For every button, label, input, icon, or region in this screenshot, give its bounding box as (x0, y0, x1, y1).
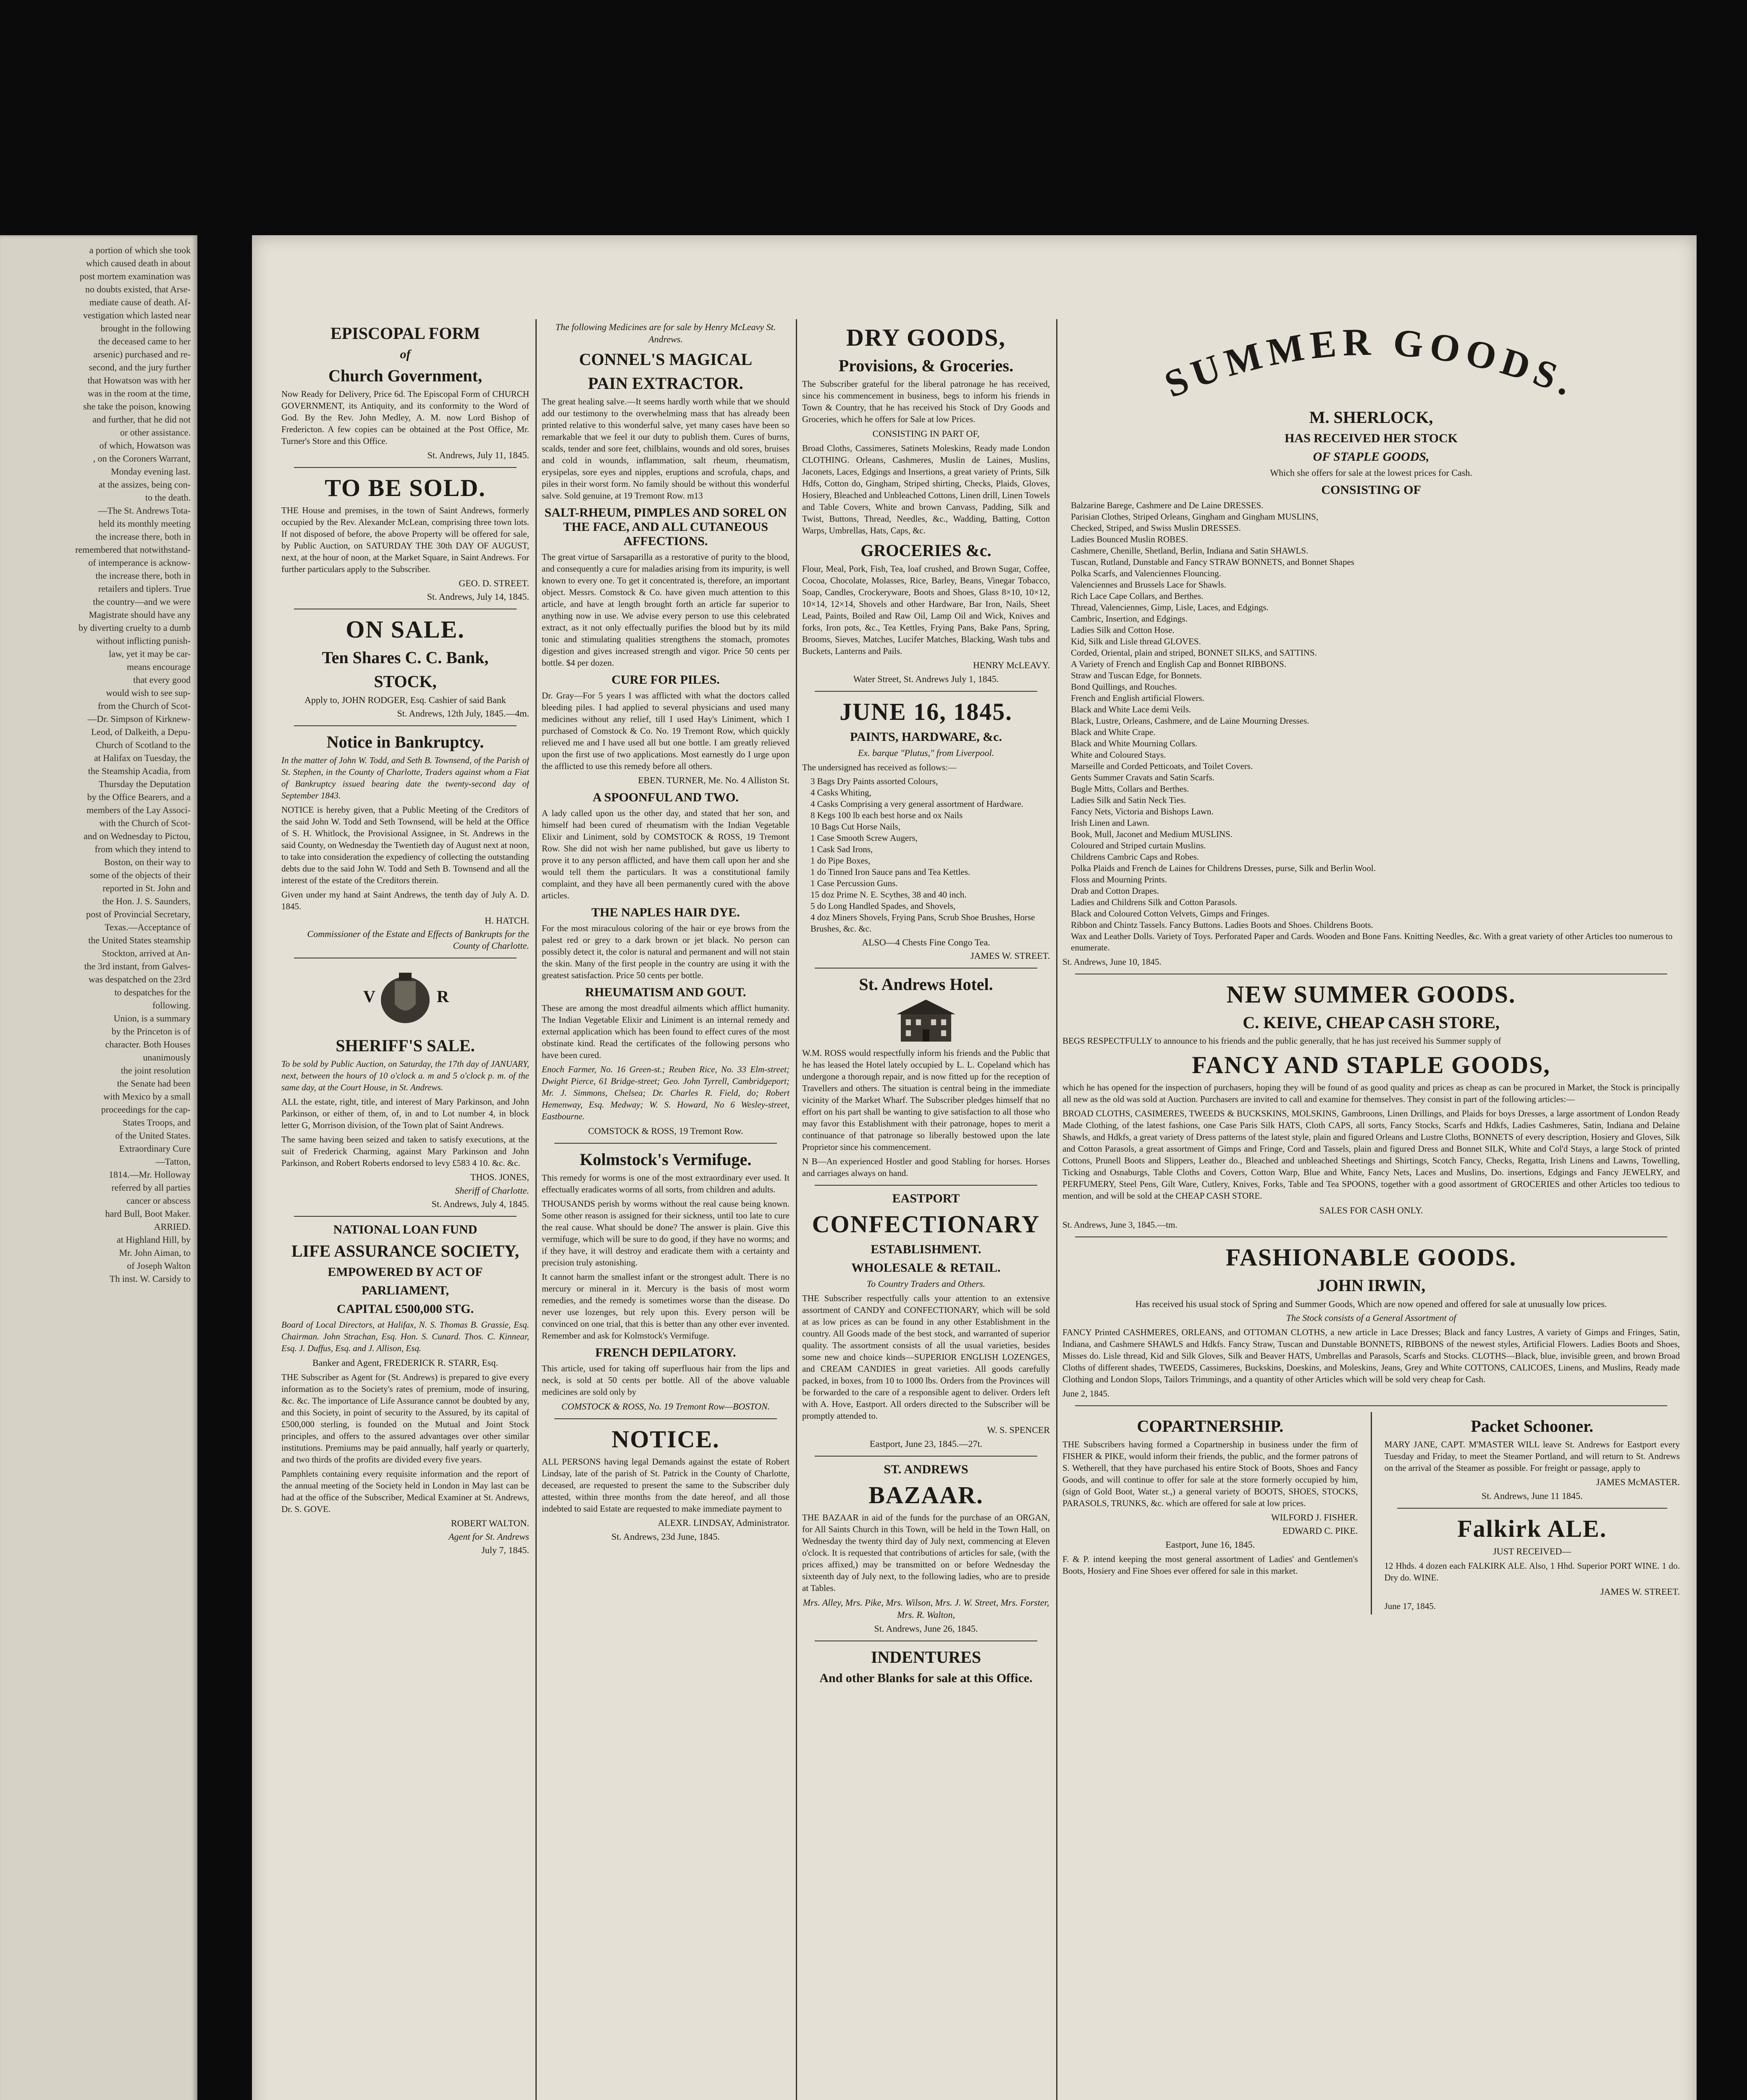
column-3 (802, 319, 1050, 2100)
list-item: Cashmere, Chenille, Shetland, Berlin, Indiana and Satin SHAWLS. (1071, 546, 1309, 556)
ad-title: GROCERIES &c. (860, 541, 992, 560)
ad-signer: HENRY McLEAVY. (973, 660, 1050, 670)
ad-title: SALT-RHEUM, PIMPLES AND SOREL ON THE FACE, AND ALL CUTANEOUS AFFECTIONS. (544, 506, 787, 548)
column-rule (1371, 1412, 1372, 1614)
ad-signer: EBEN. TURNER, Me. No. 4 Alliston St. (638, 775, 790, 785)
to-be-sold-ad (281, 474, 529, 603)
list-item: French and English artificial Flowers. (1071, 693, 1204, 703)
ad-title: JUNE 16, 1845. (839, 698, 1013, 725)
ad-date: Water Street, St. Andrews July 1, 1845. (853, 674, 999, 684)
ad-ladies: Mrs. Alley, Mrs. Pike, Mrs. Wilson, Mrs. J. W. Street, Mrs. Forster, Mrs. R. Walton, (803, 1597, 1049, 1620)
ad-body: which he has opened for the inspection of purchasers, hoping they will be found of as good quality and prices as cheap as can be procured in Market, the Stock is principally all new as the old was sold at Auction. Purchasers are invited to call and examine for themselves. They consist in part of the following articles:— (1062, 1082, 1680, 1104)
goods-list (1071, 500, 1680, 953)
list-item: Black, Lustre, Orleans, Cashmere, and de Laine Mourning Dresses. (1071, 716, 1309, 726)
list-item: 4 Casks Whiting, (811, 788, 871, 798)
list-item: 1 Case Percussion Guns. (811, 878, 898, 888)
list-item: Black and White Lace demi Veils. (1071, 704, 1191, 714)
ad-sub: Ten Shares C. C. Bank, (322, 648, 489, 667)
summer-goods-title: SUMMER GOODS. (1158, 320, 1584, 403)
ad-body: To be sold by Public Auction, on Saturday, the 17th day of JANUARY, next, between the hours of 10 o'clock a. m and 5 o'clock p. m. of the same day, at the Court House, in St. Andrews. (281, 1059, 529, 1092)
column-1 (281, 319, 529, 2100)
ad-body: This remedy for worms is one of the most extraordinary ever used. It effectually eradicates worms of all sorts, from children and adults. (542, 1173, 790, 1194)
ad-title: PAIN EXTRACTOR. (588, 374, 743, 393)
ad-body: THE Subscriber respectfully calls your attention to an extensive assortment of CANDY and CONFECTIONARY, which will be sold at as low prices as can be found in any other Establishment in the country. All Goods made of the best stock, and warranted of superior quality. The assortment consists of all the usual varieties, besides some new and choice kinds—SUPERIOR ENGLISH LOZENGES, and CREAM CANDIES in great varieties. All goods carefully packed, in boxes, from 10 to 1000 lbs. Orders from the Provinces will be forwarded to the care of a responsible agent to deliver. Orders left with A. Hove, Eastport. All orders directed to the Subscriber will be promptly attended to. (802, 1293, 1050, 1421)
summer-goods-arched-title (1119, 319, 1623, 403)
previous-page-fragment (0, 235, 197, 2100)
ad-signer: W. S. SPENCER (987, 1425, 1050, 1435)
fashionable-goods-ad (1062, 1243, 1680, 1399)
divider (1075, 1236, 1667, 1237)
ad-signer: ROBERT WALTON. (451, 1518, 529, 1528)
ad-big: FANCY AND STAPLE GOODS, (1192, 1051, 1550, 1079)
ad-body: Board of Local Directors, at Halifax, N. S. Thomas B. Grassie, Esq. Chairman. John Strachan, Esq. Hon. S. Cunard. Thos. C. Kinnear, Esq. J. Duffus, Esq. and J. Allison, Esq. (281, 1320, 529, 1353)
ad-body: 12 Hhds. 4 dozen each FALKIRK ALE. Also, 1 Hhd. Superior PORT WINE. 1 do. Dry do. WINE. (1384, 1561, 1680, 1583)
emblem-letter-right: R (437, 987, 449, 1006)
list-item: Ladies Bounced Muslin ROBES. (1071, 534, 1188, 544)
ad-date: St. Andrews, 12th July, 1845.—4m. (397, 708, 529, 719)
ad-sub: STOCK, (374, 672, 437, 691)
ad-date: Eastport, June 23, 1845.—27t. (869, 1438, 983, 1449)
ad-body: This article, used for taking off superfluous hair from the lips and neck, is sold at 50 cents per bottle. All of the above valuable medicines are sold only by (542, 1363, 790, 1397)
ad-consisting: CONSISTING OF (1321, 483, 1421, 497)
ad-agent: Banker and Agent, FREDERICK R. STARR, Esq. (312, 1357, 498, 1368)
ad-signer-title: Agent for St. Andrews (449, 1531, 529, 1542)
list-item: Balzarine Barege, Cashmere and De Laine DRESSES. (1071, 500, 1264, 510)
ad-signer: GEO. D. STREET. (459, 578, 529, 588)
ad-sub: C. KEIVE, CHEAP CASH STORE, (1243, 1013, 1500, 1032)
ad-sub: Provisions, & Groceries. (838, 356, 1014, 375)
ad-body: The great healing salve.—It seems hardly worth while that we should add our testimony to the overwhelming mass that has already been printed relative to this wonderful salve, yet many cases have been so remarkable that we feel it our duty to publish them. Cures of burns, scalds, tender and sore feet, chilblains, wounds and old sores, bruises and cold in wounds, inflammation, salt rheum, rheumatism, erysipelas, sore eyes and nipples, eruptions and scrofula, chaps, and piles in their worst form. No family should be without this wonderful salve. Sold genuine, at 19 Tremont Row. m13 (542, 396, 790, 501)
life-assurance-ad (281, 1223, 529, 1556)
goods-list (811, 776, 1050, 934)
list-item: 10 Bags Cut Horse Nails, (811, 822, 901, 832)
list-item: Floss and Mourning Prints. (1071, 874, 1167, 885)
ad-body: ALL the estate, right, title, and interest of Mary Parkinson, and John Parkinson, or either of them, of, in and to Lot number 4, in block letter G, Morrison division, of the Town plat of Saint Andrews. (281, 1097, 529, 1130)
ad-sub: And other Blanks for sale at this Office. (819, 1671, 1033, 1685)
list-item: 15 doz Prime N. E. Scythes, 38 and 40 inch. (811, 890, 967, 900)
ad-body: BEGS RESPECTFULLY to announce to his friends and the public generally, that he has just received his Summer supply of (1062, 1036, 1501, 1046)
ad-note: F. & P. intend keeping the most general assortment of Ladies' and Gentlemen's Boots, Hosiery and Fine Shoes ever offered for sale in this market. (1062, 1554, 1358, 1576)
ad-body: BROAD CLOTHS, CASIMERES, TWEEDS & BUCKSKINS, MOLSKINS, Gambroons, Linen Drillings, and Plaids for boys Dresses, a large assortment of London Ready Made Clothing, of the latest fashions, one Case Paris Silk HATS, Cloth CAPS, all sorts, Fancy Stocks, Scarfs and Hdkfs, Ladies Cashmeres, Satin, Indiana and Delaine Shawls, and Hdkfs, a great variety of Dress patterns of the latest style, plain and figured Orleans and Lustre Cloths, BONNETS of every description, Hosiery and Gloves, Silk and Cotton Parasols, a great assortment of Gimps and Fringe, Cord and Tassels, plain and figured Dress and Bonnet SILK, White and Col'd Stays, a large Stock of printed Cottons, Prunell Boots and Slippers, Leather do., Bleached and unbleached Sheetings and Shirtings, Scotch Fancy, Checks, Regatta, Irish Linens and Lawns, Towelling, Ticking and Osnaburgs, Table Cloths and Covers, Cotton Warp, Blue and White, Fancy Nets, Laces and Muslins, Do. insertions, Edgings and Fancy JEWELRY, and PERFUMERY, Steel Pens, Gilt Ware, Cutlery, Knives, Forks, Table and Tea SPOONS, together with a good assortment of GROCERIES and other Articles too tedious to mention, and will be sold at the CHEAP CASH STORE. (1062, 1108, 1680, 1201)
ad-title: COPARTNERSHIP. (1137, 1417, 1284, 1436)
ad-body: Which she offers for sale at the lowest prices for Cash. (1270, 467, 1472, 478)
divider (554, 1418, 777, 1419)
ad-date: St. Andrews, June 26, 1845. (874, 1623, 978, 1634)
ad-title: CURE FOR PILES. (611, 673, 720, 687)
list-item: Ladies Silk and Cotton Hose. (1071, 625, 1175, 635)
bottom-ads-row (1062, 1412, 1680, 1614)
divider (294, 467, 517, 468)
list-item: Polka Scarfs, and Valenciennes Flouncing. (1071, 568, 1221, 578)
ad-title-of: of (400, 347, 411, 361)
ad-sub: JUST RECEIVED— (1493, 1546, 1571, 1557)
ad-signer: THOS. JONES, (470, 1172, 529, 1182)
ad-signer: H. HATCH. (485, 915, 529, 926)
ad-body: The undersigned has received as follows:— (802, 762, 957, 772)
ad-date: St. Andrews, 23d June, 1845. (611, 1531, 720, 1542)
ad-title: St. Andrews Hotel. (859, 975, 993, 994)
ad-body: Broad Cloths, Cassimeres, Satinets Moleskins, Ready made London CLOTHING. Orleans, Cashmeres, Muslin de Laines, Muslins, Jaconets, Laces, Edgings and Insertions, a great variety of Prints, Silk Hdfs, Cotton do, Gingham, Striped shirting, Checks, Plaids, Gloves, Hosiery, Bleached and Unbleached Cottons, Linen drill, Linen Towels and Table Covers, White and brown Canvass, Padding, Silk and Twist, Buttons, Thread, Needles, &c., Wadding, Batting, Cotton Warps, Umbrellas, Hats, Caps, &c. (802, 443, 1050, 536)
ad-body: N B—An experienced Hostler and good Stabling for horses. Horses and carriages always on hand. (802, 1156, 1050, 1178)
column-rule (535, 319, 537, 2100)
list-item: Polka Plaids and French de Laines for Childrens Dresses, purse, Silk and Berlin Wool. (1071, 863, 1376, 873)
ad-body: NOTICE is hereby given, that a Public Meeting of the Creditors of the said John W. Todd and Seth Townsend, will be held at the Office of S. H. Whitlock, the Provisional Assignee, in St. Andrews in the said County, on Wednesday the Twentieth day of August next at noon, to take into consideration the expediency of collecting the outstanding debts due to the said John W. Todd and Seth B. Townsend and all the interest of the estate of the Creditors therein. (281, 805, 529, 885)
ad-body: The great virtue of Sarsaparilla as a restorative of purity to the blood, and consequently a cure for maladies arising from its impurity, is well known to every one. To get it concentrated is, therefore, an important object. Messrs. Comstock & Co. have given much attention to this article, and have at length brought forth an article far superior to anything now in use. We advise every person to use this celebrated extract, as it not only effectually purifies the blood but by its mild tonic and stimulating qualities strengthens the stomach, promotes digestion and gives increased strength and vigor. Price 50 cents per bottle. $4 per dozen. (542, 552, 790, 668)
divider (815, 968, 1037, 969)
list-item: Thread, Valenciennes, Gimp, Lisle, Laces, and Edgings. (1071, 602, 1269, 612)
list-item: 1 do Pipe Boxes, (811, 856, 871, 866)
ad-signer-title: Sheriff of Charlotte. (455, 1185, 529, 1196)
ad-body: The Subscriber grateful for the liberal patronage he has received, since his commencement in business, begs to inform his friends in Town & Country, that he has received his Stock of Dry Goods and Groceries, which he offers for Sale at low Prices. (802, 379, 1050, 424)
svg-text:SUMMER GOODS. (1159, 320, 1584, 403)
ad-signer: COMSTOCK & ROSS, No. 19 Tremont Row—BOSTON. (561, 1401, 770, 1412)
list-item: Checked, Striped, and Swiss Muslin DRESSES. (1071, 523, 1241, 533)
list-item: 4 Casks Comprising a very general assortment of Hardware. (811, 799, 1023, 809)
ad-signer: JAMES W. STREET. (970, 950, 1050, 961)
list-item: Book, Mull, Jaconet and Medium MUSLINS. (1071, 829, 1233, 839)
ad-title: Falkirk ALE. (1457, 1515, 1607, 1542)
list-item: Irish Linen and Lawn. (1071, 818, 1149, 828)
divider (1397, 1508, 1668, 1509)
on-sale-ad (281, 615, 529, 719)
ad-date: Eastport, June 16, 1845. (1165, 1539, 1255, 1550)
previous-page-text: a portion of which she took which caused death in about post mortem examination was no doubts existed, that Arse- mediate cause of death. Af- vestigation which lasted near brought in the following the deceased came to her arsenic) purchased and re- second, and the jury further that Howatson was with her was in the room at the time, she take the poison, knowing and further, that he did not or other assistance. of which, Howatson was , on the Coroners Warrant, Monday evening last. at the assizes, being con- to the death. —The St. Andrews Tota- held its monthly meeting the increase there, both in remembered that notwithstand- of intemperance is acknow- the increase there, both in retailers and tiplers. True the country—and we were Magistrate should have any by diverting cruelty to a dumb without inflicting punish- law, yet it may be car- means encourage that every good would wish to see sup- from the Church of Scot- —Dr. Simpson of Kirknew- Leod, of Dalkeith, a Depu- Church of Scotland to the at Halifax on Tuesday, the the Steamship Acadia, from Thursday the Deputation by the Office Bearers, and a members of the Lay Associ- with the Church of Scot- and on Wednesday to Pictou, from which they intend to Boston, on their way to some of the objects of their reported in St. John and the Hon. J. S. Saunders, post of Provincial Secretary, Texas.—Acceptance of the United States steamship Stockton, arrived at An- the 3rd instant, from Galves- was despatched on the 23rd to despatches for the following. Union, is a summary by the Princeton is of character. Both Houses unanimously the joint resolution the Senate had been with Mexico by a small proceedings for the cap- States Troops, and of the United States. Extraordinary Cure —Tatton, 1814.—Mr. Holloway referred by all parties cancer or abscess hard Bull, Boot Maker. ARRIED. at Highland Hill, by Mr. John Aiman, to of Joseph Walton Th inst. W. Carsidy to (75, 245, 191, 1284)
ad-body: Now Ready for Delivery, Price 6d. The Episcopal Form of CHURCH GOVERNMENT, its Antiquity, and its conformity to the Word of God. By the Rev. John Medley, A. M. now Lord Bishop of Fredericton. A few copies can be obtained at the Post Office, Mr. Turner's Store and this Office. (281, 389, 529, 446)
divider (1075, 1405, 1667, 1406)
list-item: Kid, Silk and Lisle thread GLOVES. (1071, 636, 1201, 646)
ad-body: Pamphlets containing every requisite information and the report of the annual meeting of the Society held in London in May last can be had at the office of the Subscriber, Medical Examiner at St. Andrews, Dr. S. GOVE. (281, 1469, 529, 1514)
ad-date: St. Andrews, June 11 1845. (1481, 1491, 1583, 1501)
list-item: Fancy Nets, Victoria and Bishops Lawn. (1071, 806, 1214, 816)
list-item: 5 do Long Handled Spades, and Shovels, (811, 901, 956, 911)
ad-title: THE NAPLES HAIR DYE. (591, 906, 740, 919)
list-item: Marseille and Corded Petticoats, and Toilet Covers. (1071, 761, 1253, 771)
ad-date: June 17, 1845. (1384, 1601, 1436, 1611)
list-item: Drab and Cotton Drapes. (1071, 886, 1159, 896)
ad-sub: ESTABLISHMENT. (871, 1242, 981, 1256)
ad-kicker: NATIONAL LOAN FUND (333, 1223, 477, 1236)
ad-sub: WHOLESALE & RETAIL. (851, 1261, 1001, 1275)
divider (294, 1216, 517, 1217)
ad-body: FANCY Printed CASHMERES, ORLEANS, and OTTOMAN CLOTHS, a new article in Lace Dresses; Black and fancy Lustres, A variety of Gimps and Fringes, Satin, Indiana, and Cashmere SHAWLS and Hdkfs. Fancy Straw, Tuscan and Dunstable BONNETS, RIBBONS of the newest styles, Artificial Flowers. Ladies Boots and Shoes, Misses do. Lisle thread, Kid and Silk Gloves, Silk and Beaver HATS, Umbrellas and Parasols, Scarfs and Stocks. CLOTHS—Black, blue, invisible green, and brown Broad Cloths of different shades, TWEEDS, Cassimeres, Buckskins, Doeskins, and Moleskins, Jeans, Grey and White COTTONS, CALICOES, Linens, and Muslins, Ready made Clothing and London Slops, Tailors Trimmings, and a quantity of other Articles which will be sold very cheap for Cash. (1062, 1327, 1680, 1384)
list-item: Bugle Mitts, Collars and Berthes. (1071, 784, 1189, 794)
ad-title-sub: Church Government, (328, 366, 482, 385)
ad-title: INDENTURES (871, 1648, 981, 1667)
ad-title: CONNEL'S MAGICAL (579, 350, 753, 369)
list-item: Straw and Tuscan Edge, for Bonnets. (1071, 670, 1202, 680)
ad-sub: To Country Traders and Others. (866, 1278, 986, 1289)
list-item: Black and White Mourning Collars. (1071, 738, 1198, 748)
ad-body: THE Subscribers having formed a Copartnership in business under the firm of FISHER & PIKE, would inform their friends, the public, and the former patrons of S. Wetherell, that they have purchased his entire Stock of Boots, Shoes and Fancy Goods, and will continue to offer for sale at the store formerly occupied by him, (sign of Gold Boot, Water st.,) a general variety of BOOTS, SHOES, STOCKS, PARASOLS, TRUNKS, &c. which are offered for sale at low prices. (1062, 1439, 1358, 1508)
ad-title: Kolmstock's Vermifuge. (580, 1150, 752, 1169)
ad-signer-title: Commissioner of the Estate and Effects of Bankrupts for the County of Charlotte. (307, 929, 529, 951)
ad-title: ON SALE. (346, 616, 465, 643)
ad-place: EASTPORT (892, 1192, 960, 1205)
hotel-illustration (892, 998, 960, 1044)
packet-schooner-ad (1385, 1412, 1680, 1614)
ad-body: These are among the most dreadful ailments which afflict humanity. The Indian Vegetable Elixir and Liniment is an internal remedy and external application which has been found to effect cures of the most obstinate kind. Read the certificates of the following persons who have been cured. (542, 1003, 790, 1060)
ad-date: June 2, 1845. (1062, 1389, 1110, 1399)
ad-body: Given under my hand at Saint Andrews, the tenth day of July A. D. 1845. (281, 890, 529, 911)
list-item: 4 doz Miners Shovels, Frying Pans, Scrub Shoe Brushes, Horse Brushes, &c. &c. (811, 912, 1035, 934)
ad-name: M. SHERLOCK, (1309, 408, 1433, 427)
ad-body: A lady called upon us the other day, and stated that her son, and himself had been cured of rheumatism with the Indian Vegetable Elixir and Liniment, sold by COMSTOCK & ROSS, 19 Tremont Row. She did not wish her name published, but gave us liberty to prove it to any person afflicted, and have them call upon her and she would tell them the particulars. It was a constitutional family complaint, and they have all been permanently cured with the above articles. (542, 808, 790, 900)
list-item: Wax and Leather Dolls. Variety of Toys. Perforated Paper and Cards. Wooden and Bone Fans. Knitting Needles, &c. With a great variety of other Articles too numerous to enumerate. (1071, 931, 1673, 953)
ad-title: CONFECTIONARY (812, 1210, 1040, 1238)
divider (815, 1185, 1037, 1186)
ad-signer: COMSTOCK & ROSS, 19 Tremont Row. (588, 1126, 743, 1136)
list-item: A Variety of French and English Cap and Bonnet RIBBONS. (1071, 659, 1286, 669)
list-item: Cambric, Insertion, and Edgings. (1071, 614, 1188, 624)
ad-place: ST. ANDREWS (884, 1462, 968, 1476)
ad-capital: CAPITAL £500,000 STG. (336, 1302, 474, 1316)
column-rule (1056, 319, 1057, 2100)
ad-body: THE House and premises, in the town of Saint Andrews, formerly occupied by the Rev. Alexander McLean, comprising three town lots. If not disposed of before, the above Property will be offered for sale, by Public Auction, on SATURDAY THE 30th DAY OF AUGUST, next, at the hour of noon, at the Market Square, in Saint Andrews. For further particulars apply to the Subscriber. (281, 505, 529, 574)
ad-body: THOUSANDS perish by worms without the real cause being known. Some other reason is assigned for their sickness, until too late to cure the real cause. What should be done? The answer is plain. Give this vermifuge, which will be sure to do good, if they have no worms; and if they have, it will destroy and eradicate them with a certainty and precision truly astonishing. (542, 1199, 790, 1268)
ad-title: FASHIONABLE GOODS. (1225, 1244, 1517, 1271)
list-item: White and Coloured Stays. (1071, 750, 1166, 760)
ad-body: Has received his usual stock of Spring and Summer Goods, Which are now opened and offered for sale at unusually low prices. (1135, 1299, 1607, 1309)
ad-title: LIFE ASSURANCE SOCIETY, (291, 1242, 519, 1260)
list-item: Ribbon and Chintz Tassels. Fancy Buttons. Ladies Boots and Shoes. Childrens Boots. (1071, 920, 1373, 930)
ad-date: St. Andrews, July 4, 1845. (431, 1199, 529, 1209)
list-item: Valenciennes and Brussels Lace for Shawls. (1071, 580, 1226, 590)
ad-date: July 7, 1845. (481, 1545, 529, 1555)
list-item: Parisian Clothes, Striped Orleans, Gingham and Gingham MUSLINS, (1071, 512, 1319, 522)
royal-coat-of-arms (359, 964, 451, 1032)
column-4 (1062, 319, 1680, 2100)
ad-sub: HAS RECEIVED HER STOCK (1284, 431, 1458, 445)
list-item: Coloured and Striped curtain Muslins. (1071, 840, 1206, 850)
ad-signer: JAMES W. STREET. (1600, 1586, 1680, 1597)
summer-goods-ad (1062, 319, 1680, 968)
ad-body: The same having been seized and taken to satisfy executions, at the suit of Frederick Charming, against Mary Parkinson and John Parkinson, and Robert Roberts endorsed to levy £583 4 10. &c. &c. (281, 1134, 529, 1168)
divider (815, 1456, 1037, 1457)
ad-title: Packet Schooner. (1471, 1417, 1594, 1436)
emblem-letter-left: V (363, 987, 375, 1006)
sheriff-sale (281, 1036, 529, 1210)
building-icon (892, 998, 960, 1044)
bankruptcy-notice (281, 732, 529, 952)
ad-signer: WILFORD J. FISHER. (1271, 1512, 1358, 1522)
ad-body: MARY JANE, CAPT. M'MASTER WILL leave St. Andrews for Eastport every Tuesday and Friday, to meet the Steamer Portland, and will return to St. Andrews on the arrival of the Steamer as possible. For freight or passage, apply to (1384, 1439, 1680, 1473)
ad-body: It cannot harm the smallest infant or the strongest adult. There is no mercury or mineral in it. Mercury is the basis of most worm remedies, and the remedy is sometimes worse than the disease. Do never use lozenges, but rely upon this. Every person will be convinced on one trial, that this is better than any other ever invented. Remember and ask for Kolmstock's Vermifuge. (542, 1272, 790, 1341)
ad-title: NOTICE. (611, 1425, 720, 1453)
ad-date: St. Andrews, June 10, 1845. (1062, 957, 1162, 967)
ad-title: TO BE SOLD. (325, 474, 486, 501)
ad-title: NEW SUMMER GOODS. (1226, 981, 1516, 1008)
list-item: Black and Coloured Cotton Velvets, Gimps and Fringes. (1071, 908, 1270, 919)
ad-date: St. Andrews, July 11, 1845. (427, 450, 529, 460)
ad-signer: EDWARD C. PIKE. (1282, 1525, 1358, 1536)
ad-title: EPISCOPAL FORM (331, 324, 480, 343)
crest-icon (359, 964, 451, 1032)
ad-body: W.M. ROSS would respectfully inform his friends and the Public that he has leased the Hotel lately occupied by L. L. Copeland which has undergone a thorough repair, and is now fitted up for the reception of Travellers and others. The situation is central being in the immediate vicinity of the Market Wharf. The Subscriber pledges himself that no effort on his part shall be wanting to give satisfaction to all those who may favor this Establishment with their patronage, hopes to merit a continuance of that patronage so liberally bestowed upon the late Proprietor since his commencement. (802, 1048, 1050, 1152)
divider (294, 725, 517, 726)
list-item: 1 Case Smooth Screw Augers, (811, 833, 918, 843)
list-item: 3 Bags Dry Paints assorted Colours, (811, 776, 938, 786)
column-2 (542, 319, 790, 2100)
ad-sub: EMPOWERED BY ACT OF (328, 1265, 483, 1279)
ad-sub: PARLIAMENT, (361, 1284, 449, 1297)
ad-signer: JAMES McMASTER. (1596, 1477, 1680, 1487)
ad-consisting: CONSISTING IN PART OF, (872, 428, 980, 439)
list-item: 8 Kegs 100 lb each best horse and ox Nails (811, 810, 963, 820)
list-item: Gents Summer Cravats and Satin Scarfs. (1071, 772, 1215, 782)
ad-body: THE BAZAAR in aid of the funds for the purchase of an ORGAN, for All Saints Church in this Town, will be held in the Town Hall, on Wednesday the twenty third day of July next, commencing at Eleven o'clock. It is requested that contributions of articles for sale, (with the prices affixed,) may be transmitted on or before Wednesday the sixteenth day of July next, to the following ladies, who are to preside at Tables. (802, 1512, 1050, 1593)
column-rule (796, 319, 797, 2100)
copartnership-ad (1062, 1412, 1358, 1614)
ad-date: St. Andrews, June 3, 1845.—tm. (1062, 1220, 1178, 1230)
ad-title: SHERIFF'S SALE. (336, 1036, 475, 1055)
episcopal-ad (281, 323, 529, 461)
ad-body: Dr. Gray—For 5 years I was afflicted with what the doctors called bleeding piles. I had applied to several physicians and used many medicines without any relief, till I used Hay's Liniment, which I purchased of Comstock & Co. No. 19 Tremont Row, which quickly relieved me and I have used all but one bottle. I am greatly relieved upon the first use of two applications. Most earnestly do I urge upon the afflicted to use this remedy before all others. (542, 690, 790, 771)
list-item: Corded, Oriental, plain and striped, BONNET SILKS, and SATTINS. (1071, 648, 1317, 658)
divider (815, 691, 1037, 692)
list-item: Rich Lace Cape Collars, and Berthes. (1071, 591, 1204, 601)
list-item: Ladies and Childrens Silk and Cotton Parasols. (1071, 897, 1238, 907)
ad-body: Apply to, JOHN RODGER, Esq. Cashier of said Bank (304, 695, 506, 705)
ad-title: RHEUMATISM AND GOUT. (585, 985, 746, 999)
ad-body: In the matter of John W. Todd, and Seth B. Townsend, of the Parish of St. Stephen, in the County of Charlotte, Traders against whom a Fiat of Bankruptcy issued bearing date the twenty-second day of September 1843. (281, 755, 529, 801)
list-item: 1 Cask Sad Irons, (811, 844, 873, 854)
ad-title: FRENCH DEPILATORY. (595, 1346, 736, 1360)
ad-body: Flour, Meal, Pork, Fish, Tea, loaf crushed, and Brown Sugar, Coffee, Cocoa, Chocolate, Molasses, Rice, Barley, Beans, Vinegar Tobacco, Soap, Candles, Crockeryware, Boots and Shoes, Glass 8×10, 10×12, 10×14, 12×14, Shovels and other Hardware, Bar Iron, Nails, Sheet Lead, Paints, Boiled and Raw Oil, Lamp Oil and Wick, Knives and forks, Iron pots, &c., Tea Kettles, Frying Pans, Bake Pans, Spring, Brooms, Sieves, Matches, Lucifer Matches, Blacking, Wash tubs and Buckets, Lanterns and Pails. (802, 564, 1050, 656)
ad-title: BAZAAR. (868, 1481, 984, 1509)
list-item: Bond Quillings, and Rouches. (1071, 682, 1177, 692)
ad-title: PAINTS, HARDWARE, &c. (850, 730, 1002, 744)
ad-signer: ALEXR. LINDSAY, Administrator. (658, 1517, 790, 1528)
ad-date: St. Andrews, July 14, 1845. (427, 591, 529, 602)
ad-body: THE Subscriber as Agent for (St. Andrews) is prepared to give every information as to the Society's rates of premium, mode of insuring, &c. &c. The importance of Life Assurance cannot be doubted by any, and this Society, in point of security to the Assured, by its capital of £500,000 sterling, is founded on the Mutual and Joint Stock principles, and offers to the assured advantages over other similar institutions. Premiums may be paid annually, half yearly or quarterly, and two thirds of the profits are divided every five years. (281, 1372, 529, 1465)
ad-title: A SPOONFUL AND TWO. (593, 790, 739, 804)
ad-also: ALSO—4 Chests Fine Congo Tea. (862, 937, 990, 948)
ad-title: Notice in Bankruptcy. (326, 732, 484, 751)
ad-sub: Ex. barque "Plutus," from Liverpool. (858, 748, 994, 758)
list-item: Tuscan, Rutland, Dunstable and Fancy STRAW BONNETS, and Bonnet Shapes (1071, 557, 1354, 567)
ad-sales: SALES FOR CASH ONLY. (1319, 1205, 1423, 1215)
list-item: Black and White Crape. (1071, 727, 1156, 737)
list-item: Ladies Silk and Satin Neck Ties. (1071, 795, 1186, 805)
ad-title: DRY GOODS, (846, 324, 1006, 351)
keive-ad (1062, 980, 1680, 1231)
ad-body: ALL PERSONS having legal Demands against the estate of Robert Lindsay, late of the parish of St. Patrick in the County of Charlotte, deceased, are requested to present the same to the Subscriber duly attested, within three months from the date hereof, and all those indebted to said Estate are requested to make immediate payment to (542, 1457, 790, 1514)
divider (554, 1143, 777, 1144)
ad-body: For the most miraculous coloring of the hair or eye brows from the palest red or grey to a dark brown or jet black. No person can possibly detect it, the color is natural and permanent and will not stain the skin. Many of the first people in the country are using it with the greatest satisfaction. Price 50 cents per bottle. (542, 923, 790, 980)
list-item: 1 do Tinned Iron Sauce pans and Tea Kettles. (811, 867, 971, 877)
medicines-intro: The following Medicines are for sale by Henry McLeavy St. Andrews. (555, 322, 776, 344)
ad-name: JOHN IRWIN, (1317, 1276, 1426, 1295)
ad-sub: The Stock consists of a General Assortment of (1286, 1312, 1456, 1323)
ad-names: Enoch Farmer, No. 16 Green-st.; Reuben Rice, No. 33 Elm-street; Dwight Pierce, 61 Bridge-street; Geo. John Tyrrell, Cambridgeport; Mr. J. Simmons, Chelsea; Dr. Charles R. Field, do; Robert Hemenway, Esq. Medway; W. S. Howard, No 6 Wesley-street, Eastbourne. (542, 1064, 790, 1121)
list-item: Childrens Cambric Caps and Robes. (1071, 852, 1199, 862)
newspaper-page (252, 235, 1697, 2100)
ad-sub: OF STAPLE GOODS, (1313, 450, 1430, 464)
